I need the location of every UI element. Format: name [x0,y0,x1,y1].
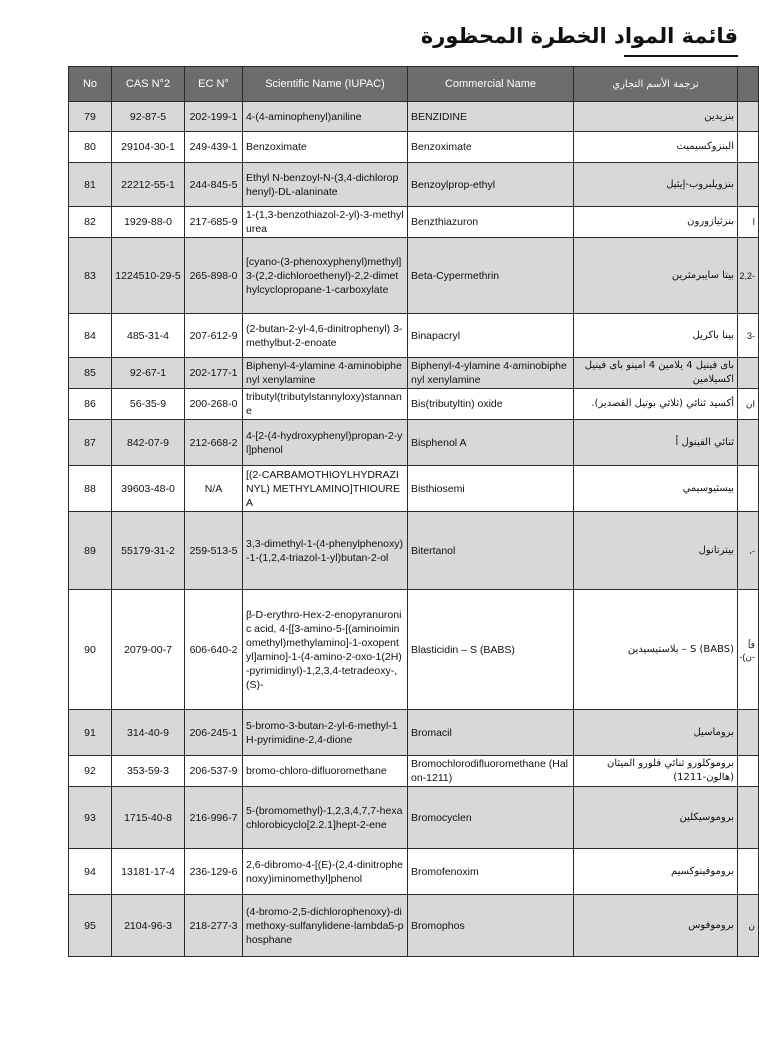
cell-commercial: Bromochlorodifluoromethane (Halon-1211) [408,756,574,787]
cell-extra [738,102,759,132]
cell-commercial: Binapacryl [408,314,574,358]
table-row [69,710,759,756]
cell-cas: 92-67-1 [112,358,185,389]
cell-extra [738,358,759,389]
cell-extra [738,710,759,756]
cell-iupac: 5-bromo-3-butan-2-yl-6-methyl-1H-pyrimidine-2,4-dione [243,710,408,756]
table-row [69,102,759,132]
cell-arabic: بيترتانول [574,512,738,590]
cell-arabic: باى فينيل 4 يلامين 4 امينو باى فينيل اكسيلامين [574,358,738,389]
cell-iupac: (4-bromo-2,5-dichlorophenoxy)-dimethoxy-sulfanylidene-lambda5-phosphane [243,895,408,957]
cell-ec: 218-277-3 [185,895,243,957]
cell-extra: -، [738,512,759,590]
cell-iupac: 5-(bromomethyl)-1,2,3,4,7,7-hexachlorobicyclo[2.2.1]hept-2-ene [243,787,408,849]
cell-extra: -3 [738,314,759,358]
cell-commercial: Bromophos [408,895,574,957]
table-row [69,895,759,957]
cell-iupac: 4-(4-aminophenyl)aniline [243,102,408,132]
cell-iupac: Benzoximate [243,132,408,163]
cell-commercial: Bisthiosemi [408,466,574,512]
cell-ec: 259-513-5 [185,512,243,590]
cell-no: 92 [69,756,112,787]
cell-ec: 206-245-1 [185,710,243,756]
cell-ec: 217-685-9 [185,207,243,238]
cell-commercial: Bromofenoxim [408,849,574,895]
cell-no: 87 [69,420,112,466]
cell-no: 94 [69,849,112,895]
cell-no: 82 [69,207,112,238]
cell-commercial: Bromacil [408,710,574,756]
cell-arabic: ثنائي الفينول أ [574,420,738,466]
cell-arabic: بروموفينوكسيم [574,849,738,895]
header-iupac: Scientific Name (IUPAC) [243,67,408,102]
cell-arabic: بنزيدين [574,102,738,132]
chemicals-table [68,66,759,957]
cell-extra: ا [738,207,759,238]
cell-cas: 314-40-9 [112,710,185,756]
cell-ec: N/A [185,466,243,512]
cell-cas: 13181-17-4 [112,849,185,895]
cell-iupac: 4-[2-(4-hydroxyphenyl)propan-2-yl]phenol [243,420,408,466]
cell-arabic: بروموكلورو ثنائي فلورو الميثان (هالون-1211) [574,756,738,787]
cell-cas: 1224510-29-5 [112,238,185,314]
cell-no: 89 [69,512,112,590]
header-extra [738,67,759,102]
cell-commercial: Bisphenol A [408,420,574,466]
cell-no: 88 [69,466,112,512]
cell-iupac: bromo-chloro-difluoromethane [243,756,408,787]
cell-arabic: أكسيد ثنائي (ثلاثي بوتيل القصدير). [574,389,738,420]
cell-commercial: Benzoximate [408,132,574,163]
cell-extra [738,849,759,895]
cell-ec: 202-177-1 [185,358,243,389]
cell-arabic: بنزويلبروب-إيثيل [574,163,738,207]
cell-extra [738,163,759,207]
table-row [69,466,759,512]
title-underline [624,55,738,57]
cell-no: 81 [69,163,112,207]
cell-commercial: Blasticidin – S (BABS) [408,590,574,710]
cell-extra: -2,2 [738,238,759,314]
cell-arabic: بروموفوس [574,895,738,957]
cell-extra [738,132,759,163]
cell-no: 93 [69,787,112,849]
table-row [69,238,759,314]
cell-cas: 353-59-3 [112,756,185,787]
header-ec: EC N° [185,67,243,102]
cell-ec: 236-129-6 [185,849,243,895]
cell-extra: و] -ن)- [738,590,759,710]
cell-commercial: Bis(tributyltin) oxide [408,389,574,420]
cell-arabic: بروماسيل [574,710,738,756]
cell-cas: 1929-88-0 [112,207,185,238]
cell-iupac: Biphenyl-4-ylamine 4-aminobiphenyl xenylamine [243,358,408,389]
table-row [69,512,759,590]
cell-cas: 842-07-9 [112,420,185,466]
cell-ec: 212-668-2 [185,420,243,466]
cell-iupac: 3,3-dimethyl-1-(4-phenylphenoxy)-1-(1,2,4-triazol-1-yl)butan-2-ol [243,512,408,590]
cell-no: 90 [69,590,112,710]
cell-ec: 265-898-0 [185,238,243,314]
page-title: قائمة المواد الخطرة المحظورة [420,24,738,48]
cell-cas: 1715-40-8 [112,787,185,849]
cell-commercial: Bromocyclen [408,787,574,849]
cell-cas: 2104-96-3 [112,895,185,957]
table-row [69,358,759,389]
cell-ec: 606-640-2 [185,590,243,710]
cell-arabic: البنزوكسيميت [574,132,738,163]
cell-ec: 207-612-9 [185,314,243,358]
cell-arabic: بيسثيوسيمي [574,466,738,512]
cell-cas: 56-35-9 [112,389,185,420]
cell-extra [738,756,759,787]
cell-cas: 39603-48-0 [112,466,185,512]
cell-ec: 244-845-5 [185,163,243,207]
cell-no: 80 [69,132,112,163]
header-no: No [69,67,112,102]
cell-ec: 200-268-0 [185,389,243,420]
cell-no: 86 [69,389,112,420]
header-cas: CAS N°2 [112,67,185,102]
cell-cas: 92-87-5 [112,102,185,132]
cell-cas: 2079-00-7 [112,590,185,710]
cell-no: 84 [69,314,112,358]
table-row [69,163,759,207]
cell-arabic: بينا باكريل [574,314,738,358]
table-row [69,132,759,163]
cell-arabic: بيتا سايبرمثرين [574,238,738,314]
header-arabic: ترجمة الأسم التجاري [574,67,738,102]
cell-extra: ن [738,895,759,957]
cell-ec: 202-199-1 [185,102,243,132]
cell-extra [738,787,759,849]
cell-commercial: Benzthiazuron [408,207,574,238]
cell-iupac: (2-butan-2-yl-4,6-dinitrophenyl) 3-methylbut-2-enoate [243,314,408,358]
table-row [69,590,759,710]
cell-commercial: Biphenyl-4-ylamine 4-aminobiphenyl xenylamine [408,358,574,389]
cell-no: 95 [69,895,112,957]
cell-cas: 29104-30-1 [112,132,185,163]
cell-iupac: tributyl(tributylstannyloxy)stannane [243,389,408,420]
cell-cas: 55179-31-2 [112,512,185,590]
cell-extra: ان [738,389,759,420]
table-row [69,314,759,358]
cell-iupac: 1-(1,3-benzothiazol-2-yl)-3-methylurea [243,207,408,238]
cell-no: 79 [69,102,112,132]
cell-extra [738,420,759,466]
table-row [69,207,759,238]
cell-ec: 216-996-7 [185,787,243,849]
table-header-row [69,67,759,102]
table-row [69,756,759,787]
cell-cas: 485-31-4 [112,314,185,358]
cell-commercial: Benzoylprop-ethyl [408,163,574,207]
cell-arabic: بروموسيكلين [574,787,738,849]
cell-iupac: [cyano-(3-phenoxyphenyl)methyl] 3-(2,2-dichloroethenyl)-2,2-dimethylcyclopropane-1-carboxylate [243,238,408,314]
table-row [69,787,759,849]
cell-iupac: [(2-CARBAMOTHIOYLHYDRAZINYL) METHYLAMINO]THIOUREA [243,466,408,512]
table-row [69,849,759,895]
cell-no: 83 [69,238,112,314]
header-commercial: Commercial Name [408,67,574,102]
cell-no: 85 [69,358,112,389]
cell-ec: 206-537-9 [185,756,243,787]
cell-commercial: Beta-Cypermethrin [408,238,574,314]
table-row [69,389,759,420]
cell-iupac: β-D-erythro-Hex-2-enopyranuronic acid, 4-[[3-amino-5-[(aminoiminomethyl)methylamino]-1-oxopentyl]amino]-1-(4-amino-2-oxo-1(2H)-pyrimidinyl)-1,2,3,4-tetradeoxy-, (S)- [243,590,408,710]
cell-iupac: Ethyl N-benzoyl-N-(3,4-dichlorophenyl)-DL-alaninate [243,163,408,207]
cell-iupac: 2,6-dibromo-4-[(E)-(2,4-dinitrophenoxy)iminomethyl]phenol [243,849,408,895]
cell-commercial: Bitertanol [408,512,574,590]
cell-commercial: BENZIDINE [408,102,574,132]
cell-ec: 249-439-1 [185,132,243,163]
table-row [69,420,759,466]
cell-arabic: بنزثيازورون [574,207,738,238]
cell-arabic: S (BABS) – بلاستيسيدين [574,590,738,710]
cell-no: 91 [69,710,112,756]
cell-cas: 22212-55-1 [112,163,185,207]
cell-extra [738,466,759,512]
